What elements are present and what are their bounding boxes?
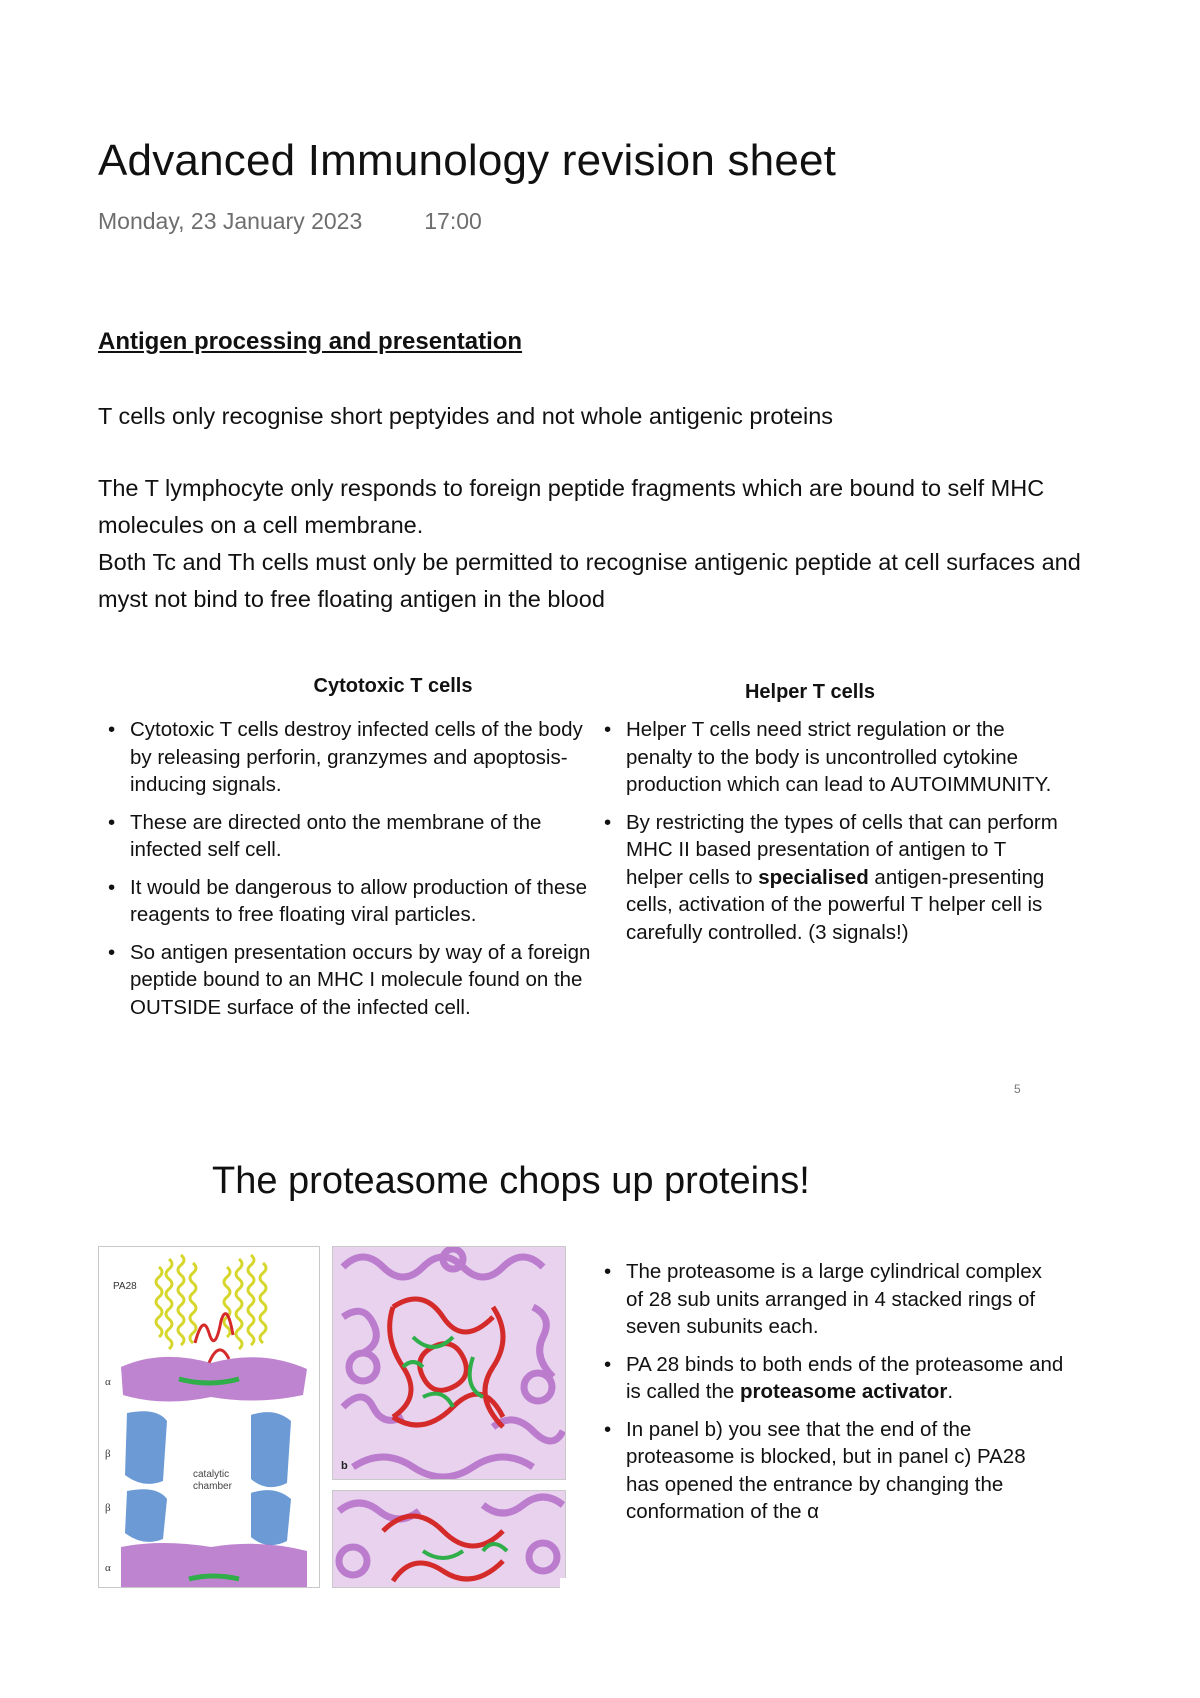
helper-bullet-text: By restricting the types of cells that can perform MHC II based presentation of antigen to T helper cells to: [626, 810, 1058, 889]
helper-title: Helper T cells: [744, 681, 876, 703]
cytotoxic-bullet: • It would be dangerous to allow production of these reagents to free floating viral particles.: [98, 874, 598, 929]
alpha-label-top: α: [105, 1376, 111, 1388]
alpha-label-bottom: α: [105, 1562, 111, 1574]
alpha-ring-top: [121, 1357, 307, 1402]
panel-b-label: b: [341, 1460, 348, 1472]
document-title: Advanced Immunology revision sheet: [98, 136, 837, 185]
proteasome-bullet-text: PA 28 binds to both ends of the proteasome and is called the: [626, 1352, 1064, 1403]
paragraph-1: T cells only recognise short peptyides and not whole antigenic proteins: [98, 403, 834, 429]
proteasome-bullet-bold: proteasome activator: [739, 1380, 948, 1403]
pa28-label: PA28: [113, 1281, 137, 1292]
section-heading: Antigen processing and presentation: [98, 328, 523, 355]
beta-label-1: β: [105, 1448, 111, 1460]
helper-bullet: [594, 809, 1064, 947]
helper-bullet-bold: specialised: [758, 865, 869, 889]
beta-label-2: β: [105, 1502, 111, 1514]
paragraph-group: [98, 470, 1108, 618]
proteasome-structure-svg: [99, 1247, 319, 1587]
helper-bullet-list: [594, 716, 1064, 956]
cytotoxic-bullet: • Cytotoxic T cells destroy infected cells of the body by releasing perforin, granzymes and apoptosis-inducing signals.: [98, 716, 598, 799]
proteasome-bullet: • In panel b) you see that the end of the proteasome is blocked, but in panel c) PA28 has opened the entrance by changing the conformation of the α: [594, 1416, 1064, 1526]
document-date: Monday, 23 January 2023: [98, 208, 363, 234]
cytotoxic-bullet-list: [98, 716, 598, 1031]
pa28-red-loops: [195, 1314, 233, 1363]
catalytic-label-line1: catalytic: [193, 1469, 230, 1480]
proteasome-bullet: • The proteasome is a large cylindrical complex of 28 sub units arranged in 4 stacked rings of seven subunits each.: [594, 1258, 1064, 1341]
paragraph-2: The T lymphocyte only responds to foreign peptide fragments which are bound to self MHC molecules on a cell membrane.: [98, 475, 1045, 538]
slide-title: The proteasome chops up proteins!: [212, 1160, 810, 1202]
alpha-ring-bottom: [121, 1543, 307, 1587]
document-time: 17:00: [424, 208, 482, 234]
cytotoxic-title: Cytotoxic T cells: [313, 675, 473, 697]
beta-ring-2: [125, 1489, 291, 1545]
proteasome-bullet-list: [594, 1258, 1064, 1536]
panel-b-svg: [333, 1247, 565, 1479]
proteasome-bullet-text: .: [947, 1380, 954, 1403]
panel-c-svg: [333, 1491, 565, 1587]
document-meta: [98, 208, 482, 235]
slide-page-number: 5: [1014, 1082, 1021, 1096]
paragraph-3: Both Tc and Th cells must only be permitted to recognise antigenic peptide at cell surfaces and myst not bind to free floating antigen in the blood: [98, 549, 1081, 612]
proteasome-panel-b: [332, 1246, 566, 1480]
page-cutoff-mask: [560, 1578, 1100, 1608]
proteasome-bullet: [594, 1351, 1064, 1406]
proteasome-structure-figure: [98, 1246, 320, 1588]
helper-bullet: • Helper T cells need strict regulation or the penalty to the body is uncontrolled cytokine production which can lead to AUTOIMMUNITY.: [594, 716, 1064, 799]
cytotoxic-bullet: • So antigen presentation occurs by way of a foreign peptide bound to an MHC I molecule found on the OUTSIDE surface of the infected cell.: [98, 939, 598, 1022]
cytotoxic-bullet: • These are directed onto the membrane of the infected self cell.: [98, 809, 598, 864]
catalytic-label-line2: chamber: [193, 1481, 232, 1492]
helper-bullet-text: antigen-presenting cells, activation of the powerful T helper cell is carefully controlled. (3 signals!): [626, 865, 1045, 944]
proteasome-panel-c: [332, 1490, 566, 1588]
